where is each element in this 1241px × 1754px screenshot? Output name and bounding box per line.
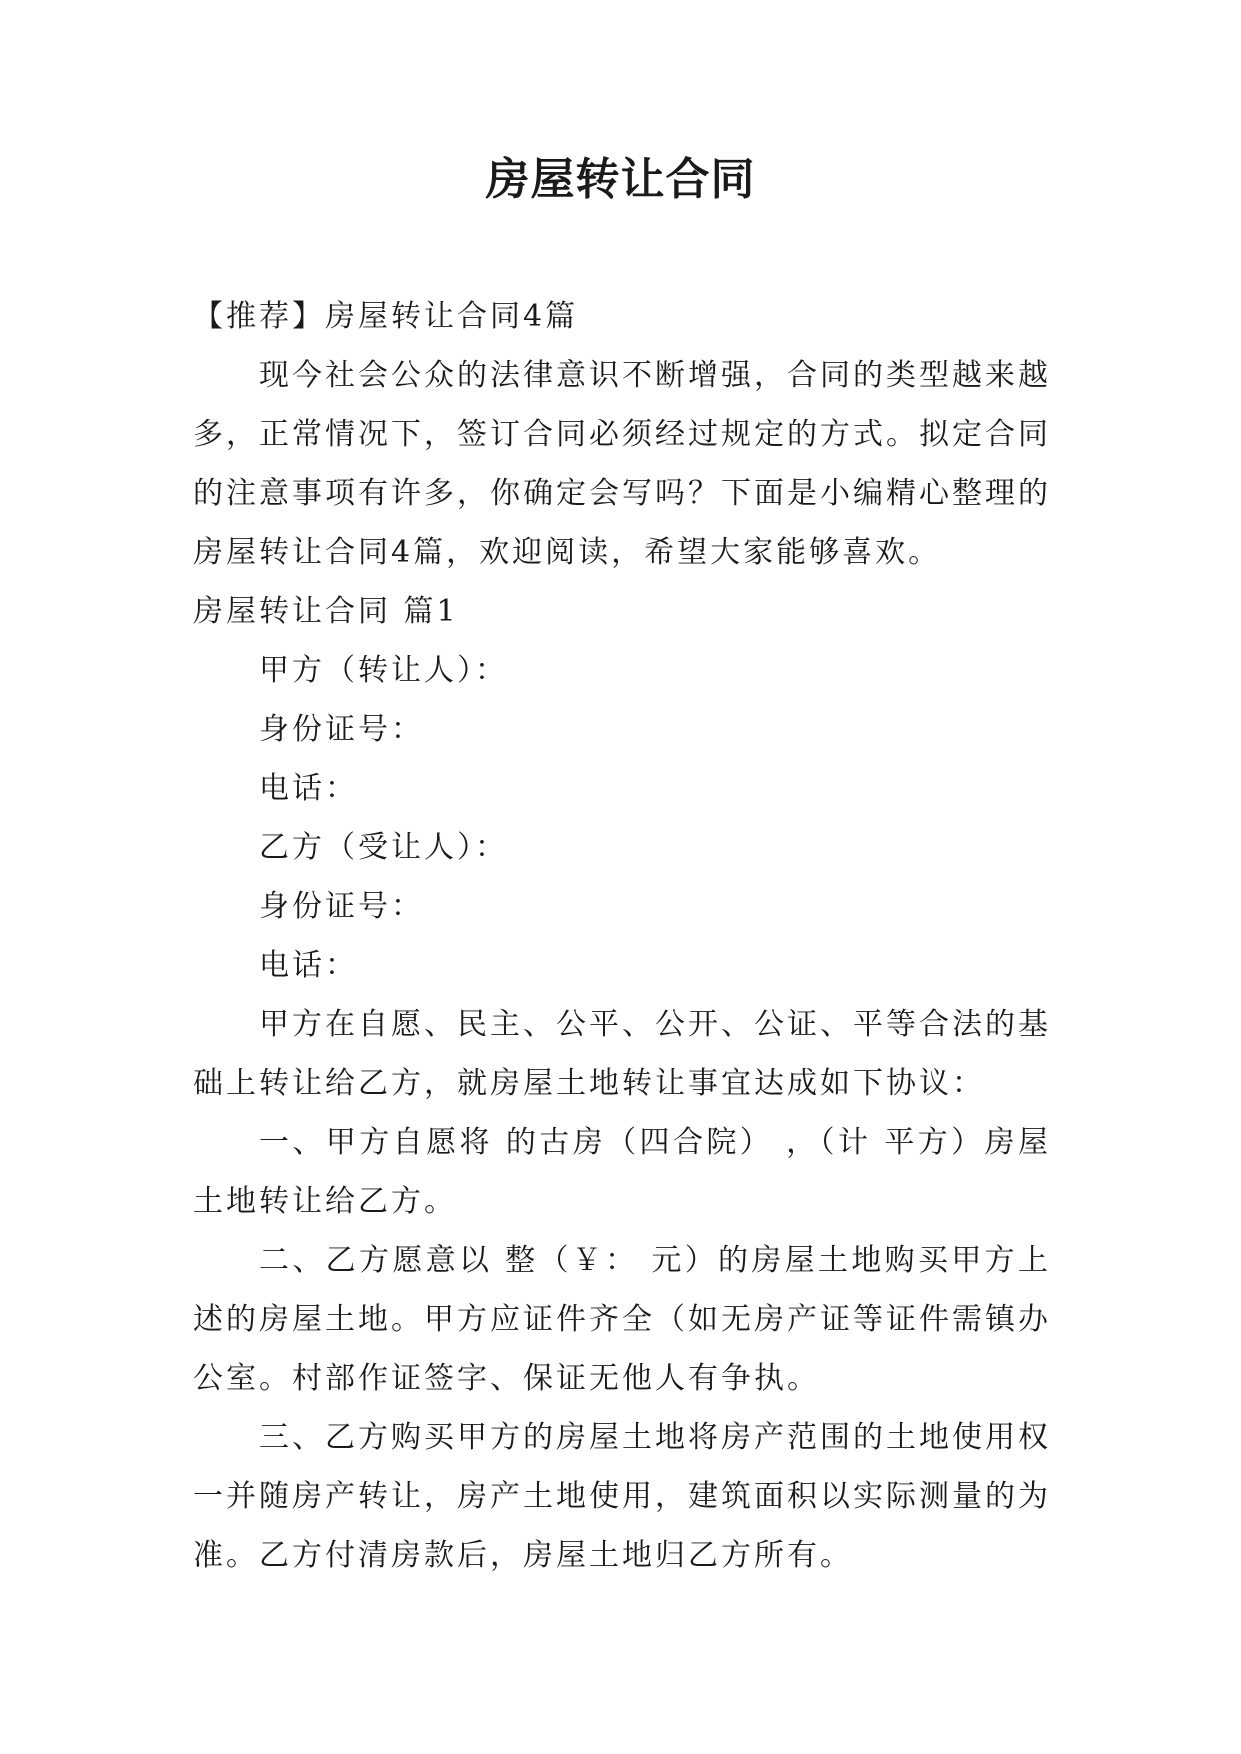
intro-heading: 【推荐】房屋转让合同4篇 <box>193 299 579 334</box>
clause-3: 三、乙方购买甲方的房屋土地将房产范围的土地使用权一并随房产转让，房产土地使用，建筑面积以实际测量的为准。乙方付清房款后，房屋土地归乙方所有。 <box>193 1420 1051 1573</box>
party-a-label: 甲方（转让人）： <box>259 653 508 688</box>
party-b-phone-label: 电话： <box>259 948 358 983</box>
party-b-label: 乙方（受让人）： <box>259 830 508 865</box>
clause-2: 二、乙方愿意以 整（￥： 元）的房屋土地购买甲方上述的房屋土地。甲方应证件齐全（如无房产证等证件需镇办公室。村部作证签字、保证无他人有争执。 <box>193 1243 1051 1396</box>
document-title: 房屋转让合同 <box>485 154 756 205</box>
party-a-phone-label: 电话： <box>259 771 358 806</box>
document-body <box>193 287 1051 1585</box>
clause-1: 一、甲方自愿将 的古房（四合院） ，（计 平方）房屋土地转让给乙方。 <box>193 1125 1051 1219</box>
party-b-id-label: 身份证号： <box>259 889 424 924</box>
agreement-preamble: 甲方在自愿、民主、公平、公开、公证、平等合法的基础上转让给乙方，就房屋土地转让事宜达成如下协议： <box>193 1007 1051 1101</box>
party-a-id-label: 身份证号： <box>259 712 424 747</box>
section-heading: 房屋转让合同 篇1 <box>193 594 459 629</box>
intro-paragraph: 现今社会公众的法律意识不断增强，合同的类型越来越多，正常情况下，签订合同必须经过规定的方式。拟定合同的注意事项有许多，你确定会写吗？下面是小编精心整理的房屋转让合同4篇，欢迎阅读，希望大家能够喜欢。 <box>193 358 1051 570</box>
